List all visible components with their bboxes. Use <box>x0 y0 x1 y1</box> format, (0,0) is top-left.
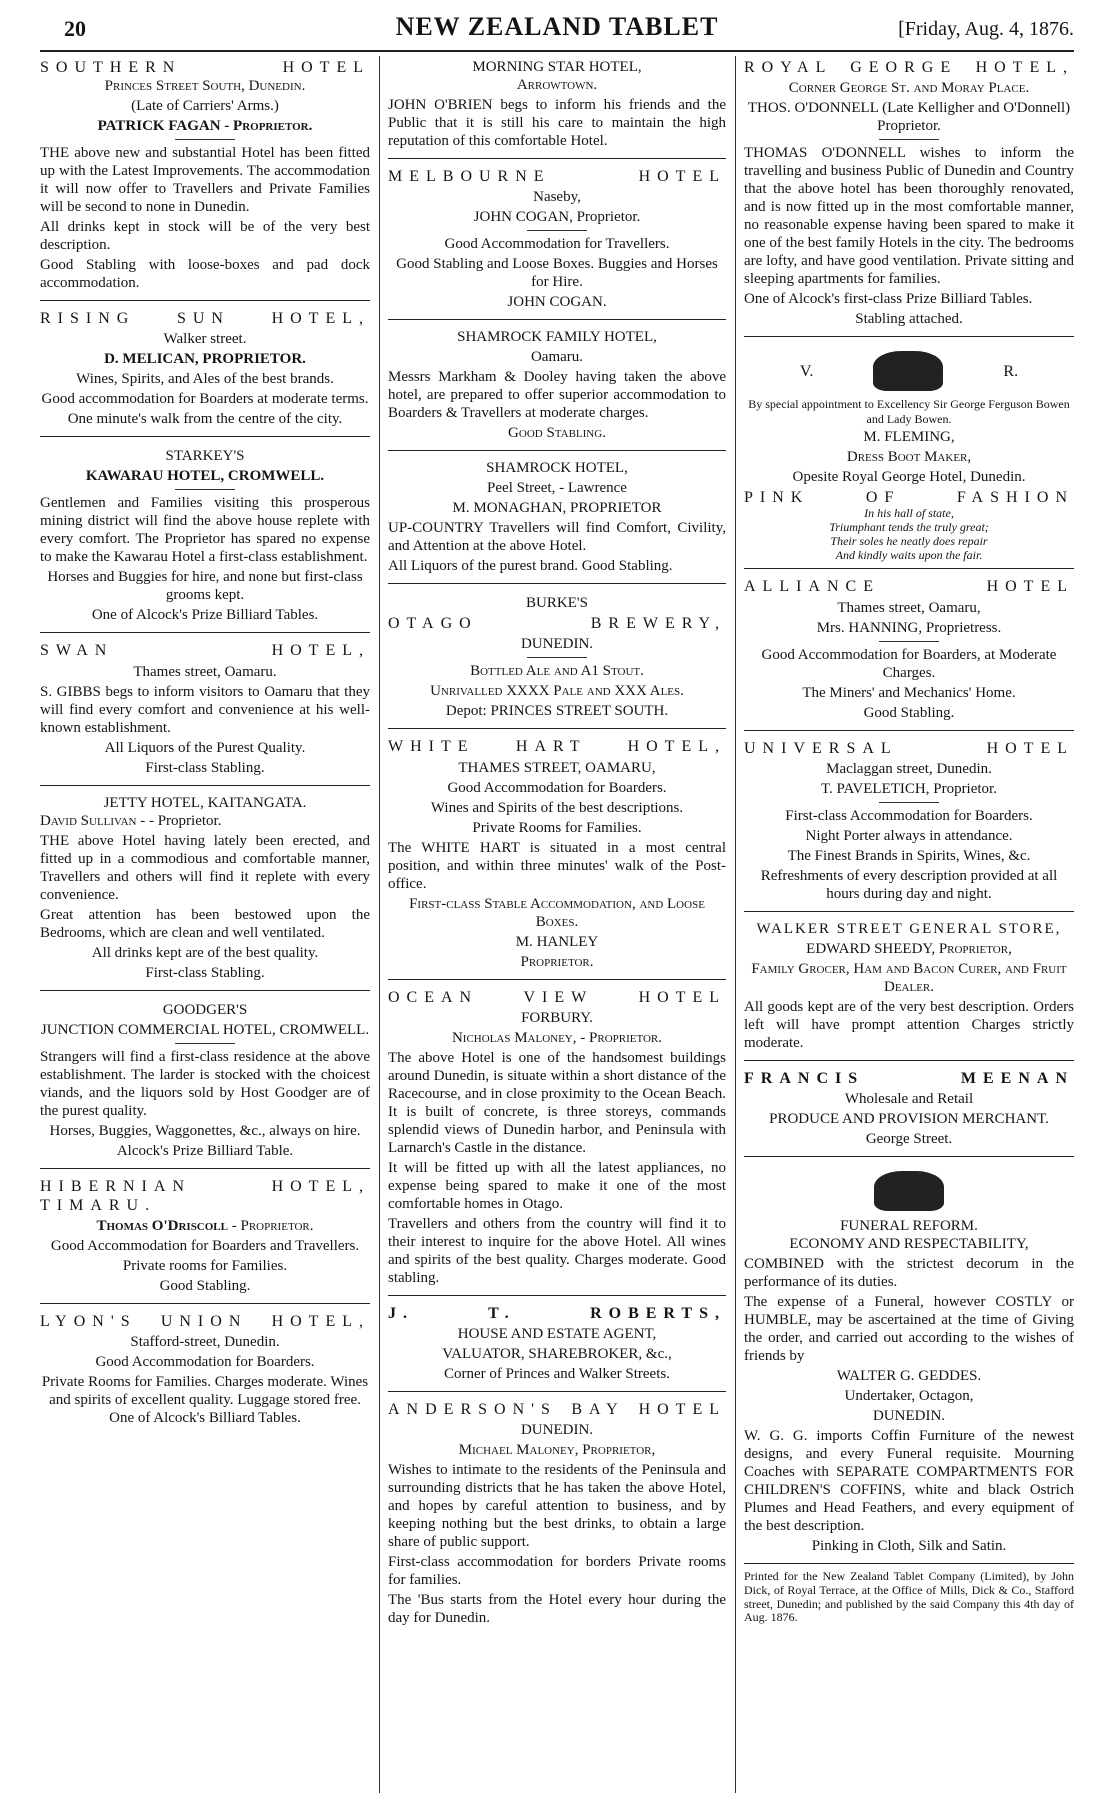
header-rule <box>40 50 1074 52</box>
ad-body: All drinks kept are of the best quality. <box>91 944 319 961</box>
ad-address: Princes Street South, Dunedin. <box>104 78 306 95</box>
ad-title: WHITE HART HOTEL, <box>388 738 726 756</box>
ad-title: SOUTHERN HOTEL <box>40 59 370 76</box>
ad-ocean-view-hotel <box>388 986 726 1296</box>
ad-title: SHAMROCK HOTEL, <box>486 460 628 477</box>
ad-body: One of Alcock's first-class Prize Billiard Tables. <box>744 291 1033 308</box>
ad-universal-hotel <box>744 737 1074 912</box>
ad-address: Maclaggan street, Dunedin. <box>826 760 992 777</box>
ad-body: Alcock's Prize Billiard Table. <box>116 1142 294 1159</box>
ad-address: FORBURY. <box>521 1009 593 1026</box>
ad-title: OCEAN VIEW HOTEL <box>388 988 726 1006</box>
ad-headline: PINK OF FASHION <box>744 488 1074 506</box>
column-left <box>40 56 370 1793</box>
ad-body: Gentlemen and Families visiting this prosperous mining district will find the above house replete with every comfort. The Proprietor has spared no expense to make the Kawarau Hotel a first-class establishment. <box>40 495 370 566</box>
ad-body: Private Rooms for Families. Charges moderate. Wines and spirits of excellent quality. Luggage stored free. One of Alcock's Billiard Tables. <box>41 1374 369 1427</box>
ad-address: Naseby, <box>533 189 581 206</box>
column-right <box>744 56 1074 1793</box>
divider <box>175 139 235 140</box>
ad-white-hart-hotel <box>388 735 726 979</box>
ad-andersons-bay-hotel <box>388 1398 726 1635</box>
ad-hibernian-hotel <box>40 1175 370 1304</box>
ad-title: UNIVERSAL HOTEL <box>744 739 1074 757</box>
ad-alliance-hotel <box>744 575 1074 730</box>
ad-kawarau-hotel <box>40 443 370 633</box>
ad-address: Thames street, Oamaru, <box>837 599 981 616</box>
ad-title: JUNCTION COMMERCIAL HOTEL, CROMWELL. <box>40 1021 370 1038</box>
ad-proprietor <box>40 1217 370 1235</box>
ad-body: First-class Accommodation for Boarders. <box>785 807 1033 824</box>
ad-body: One of Alcock's Prize Billiard Tables. <box>91 607 319 624</box>
ad-body: Good Stabling. <box>863 704 955 721</box>
ad-title: KAWARAU HOTEL, CROMWELL. <box>85 468 325 485</box>
ad-signature: JOHN COGAN. <box>507 294 607 311</box>
ad-proprietor: EDWARD SHEEDY, Proprietor, <box>806 940 1012 957</box>
ad-melbourne-hotel <box>388 165 726 320</box>
ad-body: Night Porter always in attendance. <box>805 827 1013 844</box>
ad-lyons-union-hotel <box>40 1310 370 1435</box>
ad-body: Travellers and others from the country will find it to their interest to inquire for the above Hotel. All wines and spirits of the best quality. Charges moderate. Good stabling. <box>388 1215 726 1286</box>
ad-proprietor: THOS. O'DONNELL (Late Kelligher and O'Donnell) Proprietor. <box>747 100 1071 135</box>
ad-jetty-hotel <box>40 792 370 991</box>
ad-trade: Family Grocer, Ham and Bacon Curer, and Fruit Dealer. <box>751 960 1067 995</box>
ad-proprietor <box>40 812 370 830</box>
ad-body: Stabling attached. <box>855 311 963 328</box>
ad-proprietor: Michael Maloney, Proprietor, <box>458 1442 656 1459</box>
ad-proprietor: JOHN COGAN, Proprietor. <box>473 209 641 226</box>
ad-body: First-class Stable Accommodation, and Loose Boxes. <box>409 895 705 930</box>
ad-body: Good Accommodation for Boarders. <box>447 779 667 796</box>
ad-body: The 'Bus starts from the Hotel every hour during the day for Dunedin. <box>388 1592 726 1627</box>
ad-body: First-class Stabling. <box>145 964 265 981</box>
ad-note: (Late of Carriers' Arms.) <box>131 98 279 115</box>
ad-title: FUNERAL REFORM. <box>840 1217 978 1234</box>
ad-jt-roberts <box>388 1302 726 1392</box>
ad-address: DUNEDIN. <box>520 636 594 653</box>
ad-body: W. G. G. imports Coffin Furniture of the newest designs, and every Funeral requisite. Mourning Coaches with SEPARATE COMPARTMENTS FOR CHILDREN'S COFFINS, white and black Ostrich Plumes and Head Feathers, and every equipment of the best description. <box>744 1427 1074 1534</box>
page-number: 20 <box>64 16 86 41</box>
ad-body: Good Stabling. <box>159 1277 251 1294</box>
ad-body: Good accommodation for Boarders at moderate terms. <box>41 391 369 408</box>
hearse-emblem-icon <box>874 1171 944 1211</box>
ad-body: Good Stabling with loose-boxes and pad dock accommodation. <box>40 257 370 292</box>
ad-line: PRODUCE AND PROVISION MERCHANT. <box>769 1110 1049 1127</box>
ad-proprietor: Mrs. HANNING, Proprietress. <box>816 619 1002 636</box>
proprietor-name: David Sullivan <box>40 812 137 829</box>
column-divider <box>379 56 380 1793</box>
masthead: NEW ZEALAND TABLET <box>395 12 719 41</box>
crest-letter-right: R. <box>1003 362 1019 380</box>
ad-address: DUNEDIN. <box>520 1422 594 1439</box>
ad-body: THE above Hotel having lately been erected, and fitted up in a commodious and comfortable manner, Travellers and others will find it replete with every convenience. <box>40 832 370 903</box>
printer-imprint: Printed for the New Zealand Tablet Company (Limited), by John Dick, of Royal Terrace, at the Office of Mills, Dick & Co., Stafford street, Dunedin; and published by the said Company this 4th day of Aug. 1876. <box>744 1568 1074 1625</box>
ad-address: Arrowtown. <box>516 77 598 93</box>
ad-body: JOHN O'BRIEN begs to inform his friends and the Public that it is still his care to maintain the high reputation of this comfortable Hotel. <box>388 97 726 149</box>
ad-appointment: By special appointment to Excellency Sir George Ferguson Bowen and Lady Bowen. <box>748 397 1070 426</box>
ad-body: Good Stabling. <box>508 425 606 442</box>
ad-address: Corner George St. and Moray Place. <box>788 80 1030 97</box>
ad-body: Good Accommodation for Boarders. <box>95 1354 315 1371</box>
ad-body: COMBINED with the strictest decorum in the performance of its duties. <box>744 1255 1074 1290</box>
ad-name: WALTER G. GEDDES. <box>836 1367 982 1384</box>
ad-address: Walker street. <box>163 331 247 348</box>
ad-body: UP-COUNTRY Travellers will find Comfort, Civility, and Attention at the above Hotel. <box>388 520 726 555</box>
ad-body: Pinking in Cloth, Silk and Satin. <box>811 1537 1007 1554</box>
ad-body: Good Accommodation for Travellers. <box>444 236 670 253</box>
divider <box>175 1043 235 1044</box>
ad-address: THAMES STREET, OAMARU, <box>458 759 656 776</box>
ad-verse: Triumphant tends the truly great; <box>829 519 989 534</box>
ad-line: Corner of Princes and Walker Streets. <box>444 1365 670 1382</box>
ad-body: Unrivalled XXXX Pale and XXX Ales. <box>430 683 684 700</box>
ad-body: The Miners' and Mechanics' Home. <box>802 684 1016 701</box>
ad-title: ALLIANCE HOTEL <box>744 578 1074 596</box>
ad-swan-hotel <box>40 639 370 785</box>
ad-city: DUNEDIN. <box>872 1407 946 1424</box>
ad-body: Wishes to intimate to the residents of the Peninsula and surrounding districts that he has taken the above Hotel, and hopes by careful attention to business, and by keeping nothing but the best drinks, to obtain a large share of public support. <box>388 1462 726 1551</box>
ad-francis-meenan <box>744 1067 1074 1157</box>
ad-body: Good Accommodation for Boarders, at Moderate Charges. <box>761 646 1057 681</box>
ad-body: Horses, Buggies, Waggonettes, &c., always on hire. <box>49 1122 361 1139</box>
proprietor-role: - - Proprietor. <box>140 812 222 829</box>
ad-morning-star-hotel <box>388 56 726 159</box>
funeral-emblem <box>744 1171 1074 1211</box>
proprietor-role: - Proprietor. <box>231 1217 314 1234</box>
ad-proprietor: D. MELICAN, PROPRIETOR. <box>104 351 306 368</box>
proprietor-name: Nicholas Maloney, <box>451 1029 577 1046</box>
ad-rising-sun-hotel <box>40 307 370 437</box>
page-header <box>40 8 1074 48</box>
ad-address: Peel Street, - Lawrence <box>487 480 627 497</box>
ad-title: WALKER STREET GENERAL STORE, <box>756 920 1062 937</box>
ad-shamrock-hotel-lawrence <box>388 457 726 584</box>
ad-proprietor: T. PAVELETICH, Proprietor. <box>821 780 997 797</box>
crest-letter-left: V. <box>799 362 814 380</box>
proprietor-name: PATRICK FAGAN <box>97 118 221 135</box>
ad-proprietor <box>40 117 370 135</box>
ad-signature-role: Proprietor. <box>520 953 594 970</box>
ad-body: THE above new and substantial Hotel has been fitted up with the Latest Improvements. The accommodation it will now offer to Travellers and Private Families will be second to none in Dunedin. <box>40 145 370 216</box>
divider <box>879 802 939 803</box>
ad-verse: Their soles he neatly does repair <box>830 533 988 548</box>
ad-title: RISING SUN HOTEL, <box>40 310 370 328</box>
ad-proprietor <box>388 1029 726 1047</box>
ad-address: Thames street, Oamaru. <box>133 663 277 680</box>
ad-trade: Dress Boot Maker, <box>846 448 972 465</box>
ad-body: Good Accommodation for Boarders and Travellers. <box>50 1237 360 1254</box>
ad-verse: In his hall of state, <box>864 506 954 521</box>
ad-title: FRANCIS MEENAN <box>744 1069 1074 1087</box>
ad-body: The expense of a Funeral, however COSTLY or HUMBLE, may be ascertained at the time of Giving the order, and carried out according to the wishes of friends by <box>744 1293 1074 1364</box>
ad-address: Stafford-street, Dunedin. <box>130 1334 280 1351</box>
ad-funeral-reform <box>744 1163 1074 1564</box>
royal-coat-of-arms-icon <box>873 351 943 391</box>
ad-pretitle: GOODGER'S <box>162 1001 248 1018</box>
ad-body: The above Hotel is one of the handsomest buildings around Dunedin, is situate within a short distance of the Racecourse, and in close proximity to the Ocean Beach. It is built of concrete, is three storeys, commands splendid views of Dunedin harbor, and Peninsula with Larnarch's Castle in the distance. <box>388 1049 726 1156</box>
ad-body: Private rooms for Families. <box>122 1257 288 1274</box>
divider <box>527 230 587 231</box>
ad-body: All Liquors of the purest brand. Good Stabling. <box>388 558 673 575</box>
ad-line: VALUATOR, SHAREBROKER, &c., <box>442 1345 672 1362</box>
divider <box>527 657 587 658</box>
divider <box>175 489 235 490</box>
ad-body: THOMAS O'DONNELL wishes to inform the travelling and business Public of Dunedin and Country that the above hotel has been thoroughly renovated, and is now fitted up in the most comfortable manner, no reasonable expense having been spared to make it one of the best family Hotels in the city. The bedrooms are lofty, and have good ventilation. Private sitting and sleeping apartments for families. <box>744 145 1074 288</box>
ad-body: One minute's walk from the centre of the city. <box>67 411 343 428</box>
royal-crest <box>744 351 1074 391</box>
column-middle <box>388 56 726 1793</box>
ad-shamrock-family-hotel <box>388 326 726 451</box>
ad-body: All drinks kept in stock will be of the very best description. <box>40 219 370 254</box>
ad-verse: And kindly waits upon the fair. <box>835 547 983 562</box>
ad-body: First-class Stabling. <box>145 759 265 776</box>
ad-body: Wines and Spirits of the best descriptions. <box>430 799 684 816</box>
issue-date: [Friday, Aug. 4, 1876. <box>898 18 1074 40</box>
ad-title: LYON'S UNION HOTEL, <box>40 1312 370 1330</box>
column-divider <box>735 56 736 1793</box>
ad-title: HIBERNIAN HOTEL, TIMARU. <box>40 1177 370 1214</box>
ad-title: ROYAL GEORGE HOTEL, <box>744 59 1074 76</box>
ad-proprietor: M. MONAGHAN, PROPRIETOR <box>452 500 662 517</box>
ad-body: Depot: PRINCES STREET SOUTH. <box>445 703 669 720</box>
ad-southern-hotel <box>40 56 370 301</box>
ad-title: OTAGO BREWERY, <box>388 615 726 633</box>
proprietor-role: - Proprietor. <box>580 1029 663 1046</box>
ad-body: Horses and Buggies for hire, and none but first-class grooms kept. <box>47 569 363 604</box>
ad-otago-brewery <box>388 590 726 729</box>
divider <box>879 139 939 140</box>
proprietor-role: - Proprietor. <box>224 118 313 135</box>
ad-title: SHAMROCK FAMILY HOTEL, <box>457 329 657 346</box>
ad-title: MELBOURNE HOTEL <box>388 168 726 185</box>
ad-line: George Street. <box>865 1130 953 1147</box>
ad-body: Messrs Markham & Dooley having taken the above hotel, are prepared to offer superior accommodation to Boarders & Travellers at moderate charges. <box>388 369 726 422</box>
ad-title: JETTY HOTEL, KAITANGATA. <box>103 794 307 811</box>
ad-body: Refreshments of every description provided at all hours during day and night. <box>760 867 1058 902</box>
ad-line: HOUSE AND ESTATE AGENT, <box>457 1325 657 1342</box>
ad-body: Strangers will find a first-class residence at the above establishment. The larder is stocked with the choicest viands, and the liquors sold by Host Goodger are of the purest quality. <box>40 1048 370 1119</box>
ad-pretitle: STARKEY'S <box>165 448 245 465</box>
ad-body: Great attention has been bestowed upon the Bedrooms, which are clean and well ventilated. <box>40 906 370 941</box>
ad-body: The Finest Brands in Spirits, Wines, &c. <box>787 847 1031 864</box>
ad-signature: M. HANLEY <box>515 933 599 950</box>
ad-address: Opesite Royal George Hotel, Dunedin. <box>792 468 1026 485</box>
ad-name: M. FLEMING, <box>863 428 955 445</box>
ad-subtitle: ECONOMY AND RESPECTABILITY, <box>789 1235 1029 1252</box>
ad-body: Wines, Spirits, and Ales of the best brands. <box>76 371 334 388</box>
ad-body: Bottled Ale and A1 Stout. <box>470 663 644 680</box>
ad-m-fleming <box>744 343 1074 569</box>
divider <box>879 641 939 642</box>
ad-body: First-class accommodation for borders Private rooms for families. <box>388 1554 726 1589</box>
ad-junction-hotel <box>40 997 370 1169</box>
ad-title: ANDERSON'S BAY HOTEL <box>388 1400 726 1418</box>
ad-walker-street-store <box>744 918 1074 1061</box>
ad-line: Wholesale and Retail <box>844 1090 974 1107</box>
ad-body: All Liquors of the Purest Quality. <box>104 739 306 756</box>
ad-title: SWAN HOTEL, <box>40 642 370 660</box>
proprietor-name: Thomas O'Driscoll <box>96 1217 228 1234</box>
ad-address: Oamaru. <box>530 349 584 366</box>
ad-pretitle: BURKE'S <box>526 595 588 612</box>
ad-body: The WHITE HART is situated in a most central position, and within three minutes' walk of the Post-office. <box>388 839 726 892</box>
ad-body: S. GIBBS begs to inform visitors to Oamaru that they will find every comfort and convenience at his well-known establishment. <box>40 683 370 736</box>
ad-royal-george-hotel <box>744 56 1074 337</box>
ad-body: It will be fitted up with all the latest appliances, no expense being spared to make it one of the most comfortable homes in Otago. <box>388 1159 726 1212</box>
ad-body: Private Rooms for Families. <box>472 819 642 836</box>
ad-role: Undertaker, Octagon, <box>844 1387 974 1404</box>
ad-body: Good Stabling and Loose Boxes. Buggies and Horses for Hire. <box>396 256 718 291</box>
ad-title: J. T. ROBERTS, <box>388 1304 726 1322</box>
ad-body: All goods kept are of the very best description. Orders left will have prompt attention Charges strictly moderate. <box>744 998 1074 1051</box>
ad-title: MORNING STAR HOTEL, <box>472 59 642 75</box>
